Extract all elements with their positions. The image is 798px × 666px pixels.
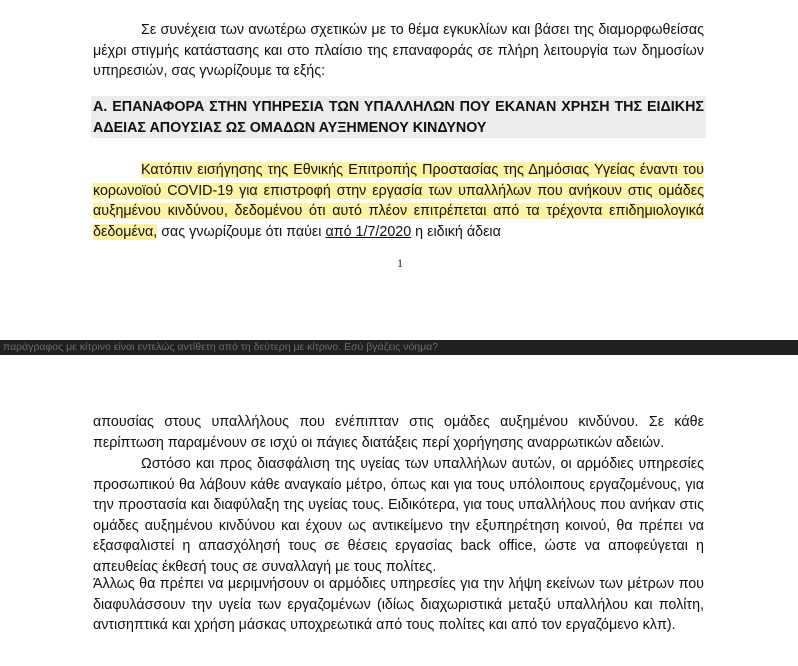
page-separator-comment-bar[interactable] (0, 340, 798, 355)
page-number: 1 (397, 256, 403, 270)
highlighted-text: Κατόπιν εισήγησης της Εθνικής Επιτροπής Προστασίας της Δημόσιας Υγείας έναντι του κορωνοϊού COVID-19 για επιστροφή στην εργασία των υπαλλήλων που ανήκουν στις ομάδες αυξημένου κινδύνου, δεδομένου ότι αυτό πλέον επιτρέπεται από τα τρέχοντα επιδημιολογικά δεδομένα, (93, 162, 704, 240)
comment-text: παράγραφος με κίτρινο είναι εντελώς αντίθετη από τη δεύτερη με κίτρινο. Εσύ βγάζεις νόημα? (3, 341, 439, 353)
underlined-date: από 1/7/2020 (325, 223, 412, 240)
paragraph-alternative-measures: Άλλως θα πρέπει να μεριμνήσουν οι αρμόδιες υπηρεσίες για την λήψη εκείνων των μέτρων που διαφυλάσσουν την υγεία των εργαζομένων (ιδίως διαχωριστικά μεταξύ υπαλλήλου και πολίτη, αντισηπτικά και χρήση μάσκας υποχρεωτικά από τους πολίτες και από τον εργαζόμενο κλπ). (93, 576, 704, 634)
after-highlight-text: σας γνωρίζουμε ότι παύει (157, 223, 326, 240)
paragraph-continuation: απουσίας στους υπαλλήλους που ενέπιπταν στις ομάδες αυξημένου κινδύνου. Σε κάθε περίπτωση παραμένουν σε ισχύ οι πάγιες διατάξεις περί χορήγησης αναρρωτικών αδειών. (93, 414, 704, 451)
paragraph-measures: Ωστόσο και προς διασφάλιση της υγείας των υπαλλήλων αυτών, οι αρμόδιες υπηρεσίες προσωπικού θα λάβουν κάθε αναγκαίο μέτρο, όπως και για τους υπόλοιπους εργαζομένους, για την προστασία και διαφύλαξη της υγείας τους. Ειδικότερα, για τους υπαλλήλους που ανήκαν στις ομάδες αυξημένου κινδύνου και έχουν ως αντικείμενο την εξυπηρέτηση κοινού, θα πρέπει να εξασφαλιστεί η απασχόλησή τους σε θέσεις εργασίας back office, ώστε να αποφεύγεται η απευθείας έκθεσή τους σε συναλλαγή με τους πολίτες. (93, 456, 704, 575)
intro-paragraph: Σε συνέχεια των ανωτέρω σχετικών με το θέμα εγκυκλίων και βάσει της διαμορφωθείσας μέχρι στιγμής κατάστασης και στο πλαίσιο της επαναφοράς σε πλήρη λειτουργία των δημοσίων υπηρεσιών, σας γνωρίζουμε τα εξής: (93, 22, 704, 80)
section-heading: Α. ΕΠΑΝΑΦΟΡΑ ΣΤΗΝ ΥΠΗΡΕΣΙΑ ΤΩΝ ΥΠΑΛΛΗΛΩΝ ΠΟΥ ΕΚΑΝΑΝ ΧΡΗΣΗ ΤΗΣ ΕΙΔΙΚΗΣ ΑΔΕΙΑΣ ΑΠΟΥΣΙΑΣ ΩΣ ΟΜΑΔΩΝ ΑΥΞΗΜΕΝΟΥ ΚΙΝΔΥΝΟΥ (93, 99, 704, 136)
document-page-2 (0, 355, 798, 666)
highlighted-paragraph (93, 160, 704, 242)
tail-text: η ειδική άδεια (411, 223, 501, 240)
